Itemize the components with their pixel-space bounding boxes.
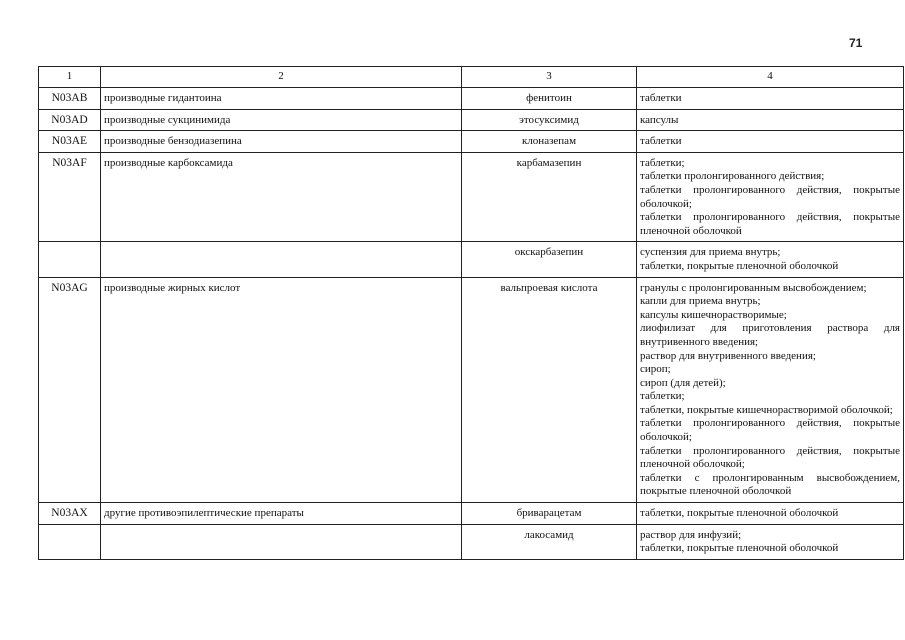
atc-code-cell: N03AD — [39, 109, 101, 131]
atc-code-cell: N03AG — [39, 277, 101, 503]
atc-code-cell: N03AX — [39, 503, 101, 525]
dosage-form-item: таблетки пролонгированного действия; — [640, 170, 825, 183]
dosage-form-item: таблетки с пролонгированным высвобождением, покрытые пленочной оболочкой — [640, 471, 900, 498]
dosage-forms-cell — [637, 524, 904, 559]
dosage-forms-cell — [637, 242, 904, 277]
dosage-form-item: таблетки, покрытые пленочной оболочкой — [640, 259, 839, 272]
group-name-cell: другие противоэпилептические препараты — [101, 503, 462, 525]
dosage-form-item: капсулы — [640, 113, 679, 126]
dosage-form-item: таблетки; — [640, 390, 685, 403]
drug-name-cell: окскарбазепин — [462, 242, 637, 277]
group-name-cell: производные сукцинимида — [101, 109, 462, 131]
atc-code-cell: N03AF — [39, 152, 101, 242]
dosage-form-item: капсулы кишечнорастворимые; — [640, 308, 787, 321]
dosage-forms-cell — [637, 277, 904, 503]
dosage-form-item: сироп; — [640, 363, 671, 376]
dosage-forms-cell — [637, 152, 904, 242]
dosage-form-item: таблетки — [640, 135, 682, 148]
header-col-4: 4 — [637, 67, 904, 88]
drug-name-cell: этосуксимид — [462, 109, 637, 131]
atc-code-cell — [39, 524, 101, 559]
table-header-row — [39, 67, 904, 88]
header-col-2: 2 — [101, 67, 462, 88]
dosage-form-item: сироп (для детей); — [640, 376, 726, 389]
dosage-form-item: таблетки; — [640, 156, 685, 169]
dosage-forms-cell — [637, 503, 904, 525]
table-row — [39, 242, 904, 277]
table-row — [39, 524, 904, 559]
dosage-form-item: раствор для инфузий; — [640, 528, 742, 541]
dosage-forms-cell — [637, 109, 904, 131]
drug-name-cell: фенитоин — [462, 88, 637, 110]
table-row — [39, 152, 904, 242]
table-row — [39, 88, 904, 110]
group-name-cell: производные бензодиазепина — [101, 131, 462, 153]
table-body — [39, 88, 904, 560]
drug-name-cell: бриварацетам — [462, 503, 637, 525]
dosage-form-item: таблетки пролонгированного действия, покрытые оболочкой; — [640, 183, 900, 210]
dosage-form-item: суспензия для приема внутрь; — [640, 246, 781, 259]
dosage-form-item: таблетки — [640, 92, 682, 104]
header-col-1: 1 — [39, 67, 101, 88]
page-number: 71 — [849, 36, 863, 50]
dosage-form-item: таблетки пролонгированного действия, покрытые пленочной оболочкой — [640, 211, 900, 237]
drug-name-cell: карбамазепин — [462, 152, 637, 242]
table-row — [39, 277, 904, 503]
atc-code-cell — [39, 242, 101, 277]
dosage-form-item: таблетки пролонгированного действия, покрытые оболочкой; — [640, 417, 900, 444]
dosage-form-item: лиофилизат для приготовления раствора для внутривенного введения; — [640, 322, 900, 348]
dosage-form-item: таблетки, покрытые пленочной оболочкой — [640, 507, 839, 520]
drug-name-cell: лакосамид — [462, 524, 637, 559]
group-name-cell: производные карбоксамида — [101, 152, 462, 242]
group-name-cell: производные гидантоина — [101, 88, 462, 110]
dosage-forms-cell — [637, 88, 904, 110]
dosage-form-item: таблетки пролонгированного действия, покрытые пленочной оболочкой; — [640, 444, 900, 471]
dosage-form-item: капли для приема внутрь; — [640, 295, 761, 308]
group-name-cell: производные жирных кислот — [101, 277, 462, 503]
group-name-cell — [101, 524, 462, 559]
table-row — [39, 131, 904, 153]
drug-name-cell: клоназепам — [462, 131, 637, 153]
dosage-form-item: раствор для внутривенного введения; — [640, 349, 816, 362]
drug-name-cell: вальпроевая кислота — [462, 277, 637, 503]
header-col-3: 3 — [462, 67, 637, 88]
atc-code-cell: N03AB — [39, 88, 101, 110]
table-row — [39, 503, 904, 525]
dosage-form-item: таблетки, покрытые кишечнорастворимой оболочкой; — [640, 403, 893, 416]
atc-code-cell: N03AE — [39, 131, 101, 153]
dosage-forms-cell — [637, 131, 904, 153]
drug-table — [38, 66, 904, 560]
table-row — [39, 109, 904, 131]
dosage-form-item: гранулы с пролонгированным высвобождением; — [640, 281, 867, 294]
group-name-cell — [101, 242, 462, 277]
dosage-form-item: таблетки, покрытые пленочной оболочкой — [640, 542, 839, 555]
